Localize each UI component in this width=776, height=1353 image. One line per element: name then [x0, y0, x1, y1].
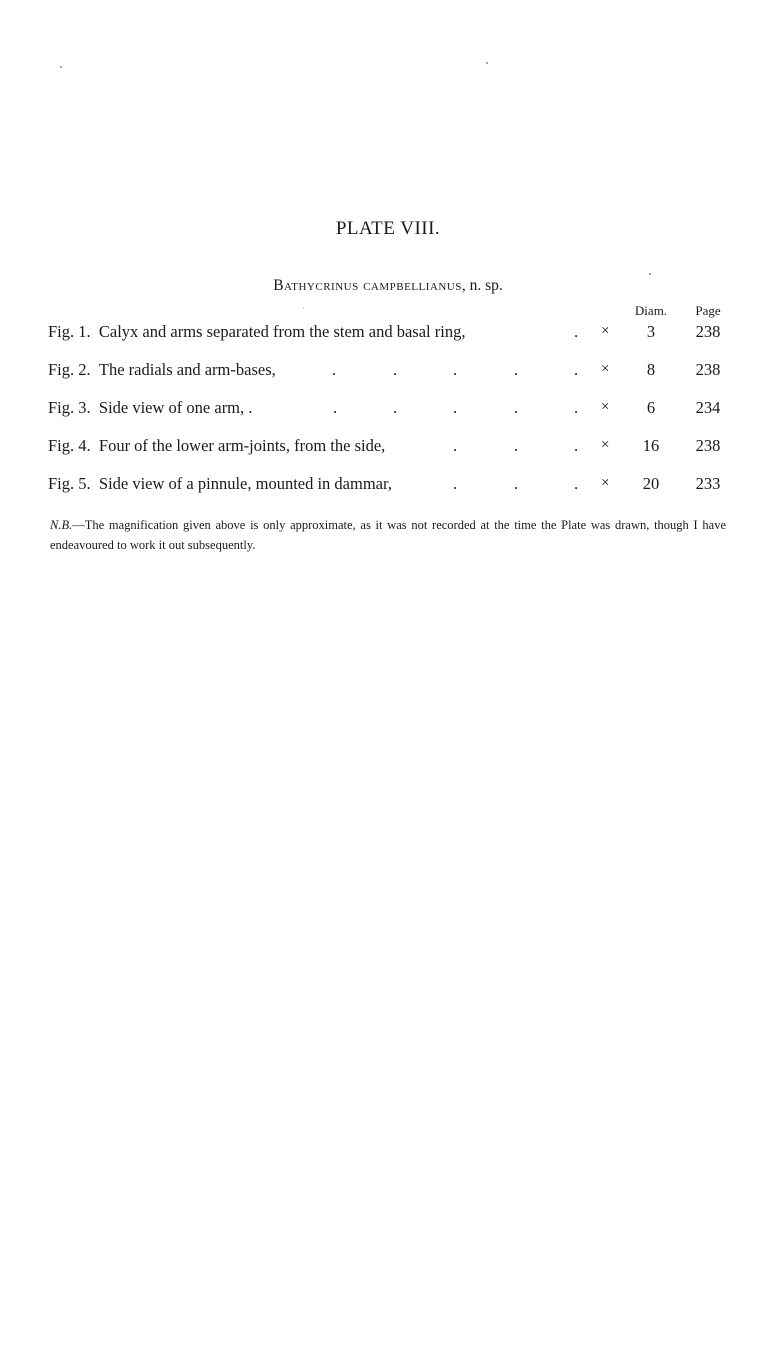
print-speck: [486, 62, 488, 64]
leader-dot: .: [393, 360, 398, 379]
figure-row: [0, 360, 776, 384]
footnote: [50, 515, 726, 555]
leader-dot: .: [453, 474, 458, 493]
page-value: 238: [695, 360, 721, 379]
figure-description: Four of the lower arm-joints, from the side,: [98, 436, 386, 455]
leader-dot: .: [574, 322, 579, 341]
magnification-sign: ×: [601, 399, 610, 415]
page-value: 238: [695, 322, 721, 341]
figure-caption: [48, 474, 392, 494]
figure-description: Side view of one arm, .: [98, 398, 253, 417]
leader-dot: .: [574, 398, 579, 417]
figure-caption: [48, 398, 252, 418]
print-speck: [649, 273, 651, 275]
figure-description: Side view of a pinnule, mounted in dammar,: [98, 474, 392, 493]
figure-row: [0, 322, 776, 346]
figure-description: Calyx and arms separated from the stem and basal ring,: [98, 322, 466, 341]
footnote-text: —The magnification given above is only approximate, as it was not recorded at the time the Plate was drawn, though I have endeavoured to work it out subsequently.: [50, 518, 726, 552]
leader-dot: .: [514, 360, 519, 379]
species-name: Bathycrinus campbellianus: [273, 277, 462, 294]
leader-dot: .: [393, 398, 398, 417]
figure-caption: [48, 360, 276, 380]
figure-number: Fig. 3.: [48, 398, 91, 417]
figure-number: Fig. 4.: [48, 436, 91, 455]
diam-value: 16: [642, 436, 660, 455]
species-heading: [0, 277, 776, 295]
leader-dot: .: [453, 360, 458, 379]
print-speck: [303, 308, 304, 309]
diam-column-header: Diam.: [634, 303, 668, 318]
leader-dot: .: [453, 436, 458, 455]
leader-dot: .: [574, 436, 579, 455]
footnote-label: N.B.: [50, 518, 73, 532]
diam-value: 20: [642, 474, 660, 493]
figure-row: [0, 398, 776, 422]
diam-value: 3: [646, 322, 656, 341]
leader-dot: .: [332, 360, 337, 379]
figure-number: Fig. 5.: [48, 474, 91, 493]
figure-caption: [48, 322, 465, 342]
figure-number: Fig. 1.: [48, 322, 91, 341]
leader-dot: .: [333, 398, 338, 417]
figure-caption: [48, 436, 385, 456]
figure-row: [0, 436, 776, 460]
magnification-sign: ×: [601, 323, 610, 339]
diam-value: 6: [646, 398, 656, 417]
species-suffix: , n. sp.: [461, 277, 503, 294]
figure-description: The radials and arm-bases,: [98, 360, 276, 379]
leader-dot: .: [574, 360, 579, 379]
page-value: 234: [695, 398, 721, 417]
plate-title: PLATE VIII.: [335, 218, 441, 239]
page-value: 233: [695, 474, 721, 493]
figure-row: [0, 474, 776, 498]
magnification-sign: ×: [601, 361, 610, 377]
page-value: 238: [695, 436, 721, 455]
magnification-sign: ×: [601, 437, 610, 453]
leader-dot: .: [574, 474, 579, 493]
leader-dot: .: [514, 398, 519, 417]
leader-dot: .: [514, 436, 519, 455]
diam-value: 8: [646, 360, 656, 379]
figure-number: Fig. 2.: [48, 360, 91, 379]
leader-dot: .: [514, 474, 519, 493]
page-column-header: Page: [695, 303, 721, 318]
leader-dot: .: [453, 398, 458, 417]
print-speck: [60, 66, 62, 68]
magnification-sign: ×: [601, 475, 610, 491]
